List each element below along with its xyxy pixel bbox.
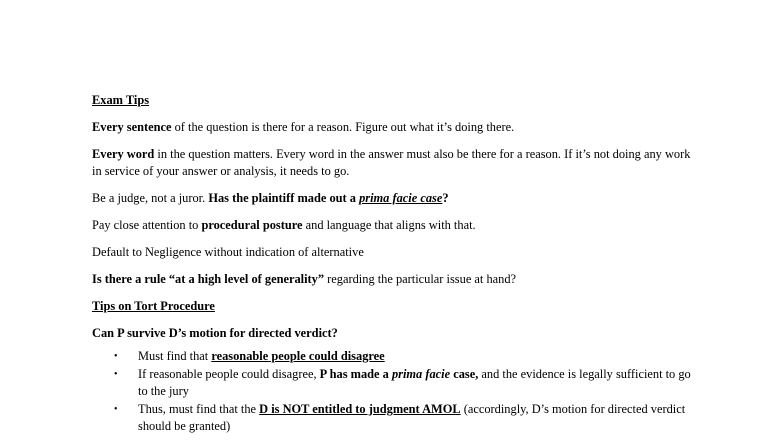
emphasis: prima facie	[391, 367, 451, 381]
directed-verdict-question: Can P survive D’s motion for directed verdict?	[92, 326, 338, 340]
text: Must find that	[138, 349, 212, 363]
text: Thus, must find that the	[138, 402, 260, 416]
emphasis: D is NOT entitled to judgment AMOL	[259, 402, 461, 416]
text: in the question matters. Every word in the answer must also be there for a reason. If it’s not doing any work in service of your answer or analysis, it needs to go.	[92, 147, 691, 178]
document-body	[92, 92, 692, 436]
paragraph-every-word	[92, 146, 692, 180]
emphasis: P has made a	[319, 367, 392, 381]
emphasis: Has the plaintiff made out a	[208, 191, 360, 205]
emphasis: ?	[442, 191, 449, 205]
text: If reasonable people could disagree,	[138, 367, 320, 381]
emphasis: reasonable people could disagree	[211, 349, 385, 363]
paragraph-judge	[92, 190, 692, 207]
emphasis: procedural posture	[201, 218, 303, 232]
text: of the question is there for a reason. Figure out what it’s doing there.	[171, 120, 515, 134]
text: Be a judge, not a juror.	[92, 191, 209, 205]
emphasis: Is there a rule “at a high level of generality”	[92, 272, 325, 286]
bullet-list	[92, 348, 692, 435]
text: and language that aligns with that.	[302, 218, 476, 232]
emphasis-prima-facie: prima facie case	[359, 191, 443, 205]
exam-tips-heading: Exam Tips	[92, 93, 150, 107]
bullet-icon: •	[114, 404, 118, 415]
emphasis: Every sentence	[92, 120, 172, 134]
list-item	[92, 401, 692, 435]
text: regarding the particular issue at hand?	[324, 272, 517, 286]
list-item	[92, 348, 692, 365]
emphasis: Every word	[92, 147, 155, 161]
paragraph-rule-generality	[92, 271, 692, 288]
paragraph-negligence: Default to Negligence without indication of alternative	[92, 245, 364, 259]
paragraph-every-sentence	[92, 119, 692, 136]
paragraph-procedural-posture	[92, 217, 692, 234]
text: (accordingly, D’s motion for directed verdict should be granted)	[138, 402, 686, 433]
emphasis: case,	[450, 367, 479, 381]
bullet-icon: •	[114, 351, 118, 362]
list-item	[92, 366, 692, 400]
text: and the evidence is legally sufficient to go to the jury	[138, 367, 691, 398]
bullet-icon: •	[114, 369, 118, 380]
text: Pay close attention to	[92, 218, 202, 232]
tort-procedure-heading: Tips on Tort Procedure	[92, 299, 215, 313]
